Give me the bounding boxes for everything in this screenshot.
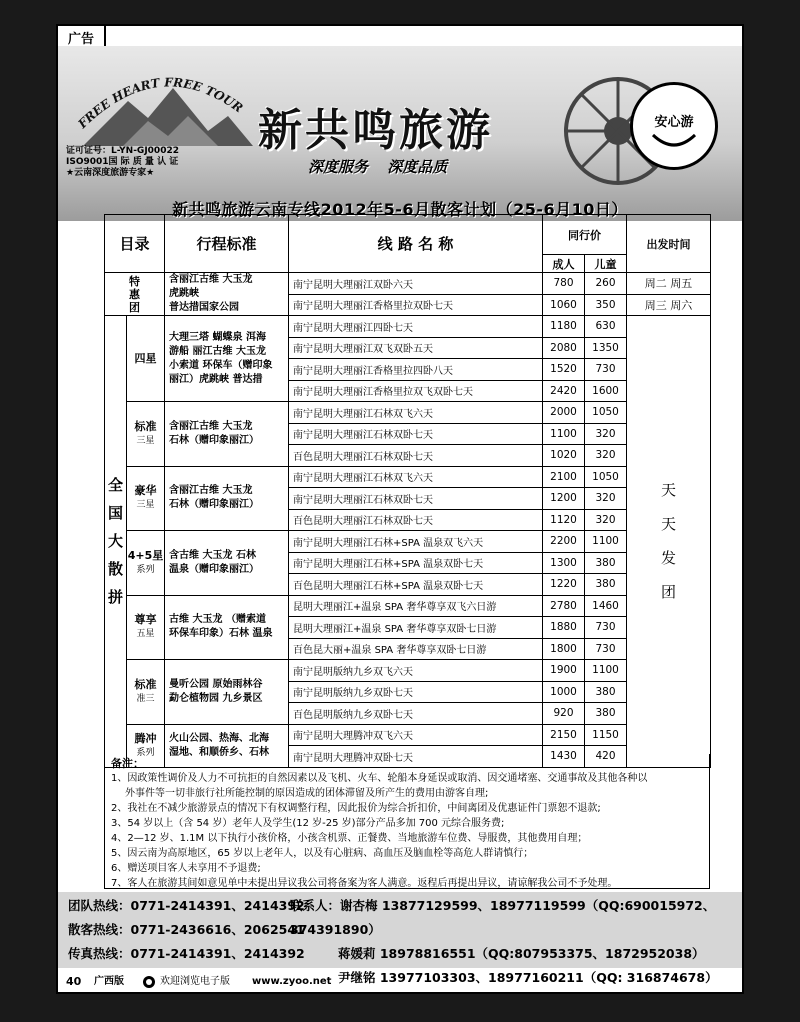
route-name: 南宁昆明大理丽江香格里拉四卧八天 [289, 359, 543, 381]
route-name: 南宁昆明大理丽江石林双飞六天 [289, 402, 543, 424]
note-line: 外事件等一切非旅行社所能控制的原因造成的团体滞留及所产生的费用由游客自理; [125, 788, 489, 799]
table-row [105, 273, 711, 295]
group-standard: 火山公园、热海、北海 湿地、和顺侨乡、石林 [165, 724, 289, 767]
group-category: 豪华 三星 [127, 466, 165, 531]
route-name: 南宁昆明大理丽江香格里拉双飞双卧七天 [289, 380, 543, 402]
hotline-list [68, 894, 305, 966]
adult-price: 1520 [543, 359, 585, 381]
free-heart-arc-logo [68, 54, 268, 134]
route-name: 百色昆大丽+温泉 SPA 奢华尊享双卧七日游 [289, 638, 543, 660]
child-price: 730 [585, 638, 627, 660]
free-heart-slogan: FREE HEART FREE TOUR [75, 75, 246, 132]
child-price: 1100 [585, 660, 627, 682]
contact-person: 蒋媛莉 18978816551（QQ:807953375、1872952038） [338, 946, 705, 961]
group-standard: 含丽江古维 大玉龙 石林（赠印象丽江） [165, 466, 289, 531]
child-price: 420 [585, 746, 627, 768]
group-category: 腾冲 系列 [127, 724, 165, 767]
route-name: 南宁昆明大理丽江石林+SPA 温泉双飞六天 [289, 531, 543, 553]
group-standard: 含丽江古维 大玉龙 石林（赠印象丽江） [165, 402, 289, 467]
child-price: 730 [585, 359, 627, 381]
note-line: 5、因云南为高原地区，65 岁以上老年人，以及有心脏病、高血压及脑血栓等高危人群请慎行； [111, 848, 534, 859]
smile-icon [633, 85, 715, 167]
child-price: 1350 [585, 337, 627, 359]
edition-label: 广西版 [94, 976, 124, 987]
advertisement-page [56, 24, 744, 994]
col-price-header: 同行价 [543, 215, 627, 255]
note-line: 6、赠送项目客人未享用不予退费; [111, 863, 261, 874]
child-price: 380 [585, 552, 627, 574]
daily-departure: 天 天 发 团 [627, 316, 711, 768]
route-name: 南宁昆明版纳九乡双飞六天 [289, 660, 543, 682]
child-price: 260 [585, 273, 627, 295]
special-category: 特 惠 团 [105, 273, 165, 316]
route-name: 南宁昆明大理丽江石林+SPA 温泉双卧七天 [289, 552, 543, 574]
child-price: 320 [585, 509, 627, 531]
cert-line: 证可证号：L-YN-GJ00022 [66, 146, 179, 156]
child-price: 1150 [585, 724, 627, 746]
route-name: 南宁昆明大理腾冲双卧七天 [289, 746, 543, 768]
departure-time: 周二 周五 [627, 273, 711, 295]
contact-label: 联系人： [290, 898, 341, 913]
adult-price: 1000 [543, 681, 585, 703]
route-name: 昆明大理丽江+温泉 SPA 奢华尊享双卧七日游 [289, 617, 543, 639]
table-row [105, 724, 711, 746]
cert-line: ISO9001国 际 质 量 认 证 [66, 157, 179, 167]
route-name: 百色昆明版纳九乡双卧七天 [289, 703, 543, 725]
child-price: 350 [585, 294, 627, 316]
header-banner [58, 46, 742, 221]
notes-list [111, 771, 703, 891]
contact-person: 谢杏梅 13877129599、18977119599（QQ:690015972、374391890） [290, 898, 716, 937]
adult-price: 1880 [543, 617, 585, 639]
note-line: 1、因政策性调价及人力不可抗拒的自然因素以及飞机、火车、轮船本身延误或取消、因交通堵塞、交通事故及其他各种以 [111, 773, 648, 784]
col-route-header: 线 路 名 称 [289, 215, 543, 273]
note-line: 7、客人在旅游其间如意见单中未提出异议我公司将备案为客人满意。返程后再提出异议，请谅解我公司不予处理。 [111, 878, 618, 889]
col-child-header: 儿童 [585, 255, 627, 273]
adult-price: 2100 [543, 466, 585, 488]
group-standard: 古维 大玉龙 （赠索道 环保车印象）石林 温泉 [165, 595, 289, 660]
table-row [105, 595, 711, 617]
child-price: 320 [585, 488, 627, 510]
group-standard: 含古维 大玉龙 石林 温泉（赠印象丽江） [165, 531, 289, 596]
departure-time: 周三 周六 [627, 294, 711, 316]
adult-price: 2780 [543, 595, 585, 617]
child-price: 320 [585, 445, 627, 467]
adult-price: 2200 [543, 531, 585, 553]
hotline-individual: 散客热线：0771-2436616、2062541 [68, 922, 305, 937]
note-line: 4、2—12 岁、1.1M 以下执行小孩价格，小孩含机票、正餐费、当地旅游车位费、导服费，其他费用自理； [111, 833, 588, 844]
child-price: 1600 [585, 380, 627, 402]
child-price: 1050 [585, 402, 627, 424]
route-name: 南宁昆明大理丽江双卧六天 [289, 273, 543, 295]
route-name: 百色昆明大理丽江石林双卧七天 [289, 445, 543, 467]
hotline-team: 团队热线：0771-2414391、2414392 [68, 898, 305, 913]
col-adult-header: 成人 [543, 255, 585, 273]
table-row [105, 316, 711, 338]
table-header-row [105, 215, 711, 255]
adult-price: 920 [543, 703, 585, 725]
child-price: 380 [585, 681, 627, 703]
child-price: 380 [585, 703, 627, 725]
table-row [105, 402, 711, 424]
route-name: 百色昆明大理丽江石林+SPA 温泉双卧七天 [289, 574, 543, 596]
adult-price: 1180 [543, 316, 585, 338]
col-depart-header: 出发时间 [627, 215, 711, 273]
welcome-text: 欢迎浏览电子版 [160, 976, 230, 987]
adult-price: 2000 [543, 402, 585, 424]
special-standard: 含丽江古维 大玉龙 虎跳峡 普达措国家公园 [165, 273, 289, 316]
contact-person: 尹继铭 13977103303、18977160211（QQ: 316874678） [338, 970, 718, 985]
route-name: 南宁昆明大理丽江香格里拉双卧七天 [289, 294, 543, 316]
magazine-logo-icon [142, 975, 156, 989]
adult-price: 780 [543, 273, 585, 295]
child-price: 320 [585, 423, 627, 445]
notes-title: 备注： [111, 757, 144, 770]
adult-price: 1430 [543, 746, 585, 768]
adult-price: 1100 [543, 423, 585, 445]
route-name: 昆明大理丽江+温泉 SPA 奢华尊享双飞六日游 [289, 595, 543, 617]
route-name: 南宁昆明大理丽江石林双卧七天 [289, 488, 543, 510]
website-link[interactable]: www.zyoo.net [252, 976, 332, 987]
notes-section [104, 754, 710, 889]
adult-price: 2420 [543, 380, 585, 402]
smiley-badge [630, 82, 718, 170]
table-row [105, 531, 711, 553]
route-name: 南宁昆明大理丽江石林双卧七天 [289, 423, 543, 445]
group-category: 标准 三星 [127, 402, 165, 467]
page-number: 40 [66, 975, 82, 988]
ad-tag: 广告 [56, 24, 106, 50]
group-standard: 曼听公园 原始雨林谷 勐仑植物园 九乡景区 [165, 660, 289, 725]
route-name: 南宁昆明大理丽江双飞双卧五天 [289, 337, 543, 359]
page-footer [58, 972, 742, 992]
table-body [105, 273, 711, 768]
brand-slogan: 深度服务 深度品质 [308, 158, 448, 176]
adult-price: 2080 [543, 337, 585, 359]
route-name: 百色昆明大理丽江石林双卧七天 [289, 509, 543, 531]
table-row [105, 660, 711, 682]
group-category: 标准 准三 [127, 660, 165, 725]
svg-text:FREE HEART FREE TOUR [75, 75, 246, 131]
adult-price: 1220 [543, 574, 585, 596]
route-name: 南宁昆明版纳九乡双卧七天 [289, 681, 543, 703]
child-price: 1050 [585, 466, 627, 488]
adult-price: 2150 [543, 724, 585, 746]
child-price: 380 [585, 574, 627, 596]
hotline-fax: 传真热线：0771-2414391、2414392 [68, 946, 305, 961]
child-price: 630 [585, 316, 627, 338]
adult-price: 1120 [543, 509, 585, 531]
adult-price: 1900 [543, 660, 585, 682]
group-standard: 大理三塔 蝴蝶泉 洱海 游船 丽江古维 大玉龙 小索道 环保车（赠印象 丽江）虎跳峡 普达措 [165, 316, 289, 402]
plan-title: 新共鸣旅游云南专线2012年5-6月散客计划（25-6月10日） [172, 200, 628, 219]
table-row [105, 466, 711, 488]
col-standard-header: 行程标准 [165, 215, 289, 273]
adult-price: 1060 [543, 294, 585, 316]
national-category: 全 国 大 散 拼 [105, 316, 127, 768]
route-name: 南宁昆明大理丽江石林双飞六天 [289, 466, 543, 488]
cert-line: ★云南深度旅游专家★ [66, 168, 155, 178]
adult-price: 1020 [543, 445, 585, 467]
col-catalog-header: 目录 [105, 215, 165, 273]
adult-price: 1300 [543, 552, 585, 574]
group-category: 尊享 五星 [127, 595, 165, 660]
child-price: 1100 [585, 531, 627, 553]
child-price: 730 [585, 617, 627, 639]
adult-price: 1800 [543, 638, 585, 660]
group-category: 四星 [127, 316, 165, 402]
route-price-table [104, 214, 711, 768]
brand-title: 新共鸣旅游 [258, 105, 493, 156]
certificate-info [66, 146, 179, 179]
group-category: 4+5星 系列 [127, 531, 165, 596]
badge-text: 安心游 [654, 115, 694, 130]
child-price: 1460 [585, 595, 627, 617]
note-line: 3、54 岁以上（含 54 岁）老年人及学生(12 岁-25 岁)部分产品多加 700 元综合服务费; [111, 818, 505, 829]
note-line: 2、我社在不减少旅游景点的情况下有权调整行程，因此报价为综合折扣价，中间离团及优惠证件门票恕不退款; [111, 803, 601, 814]
route-name: 南宁昆明大理丽江四卧七天 [289, 316, 543, 338]
adult-price: 1200 [543, 488, 585, 510]
route-name: 南宁昆明大理腾冲双飞六天 [289, 724, 543, 746]
